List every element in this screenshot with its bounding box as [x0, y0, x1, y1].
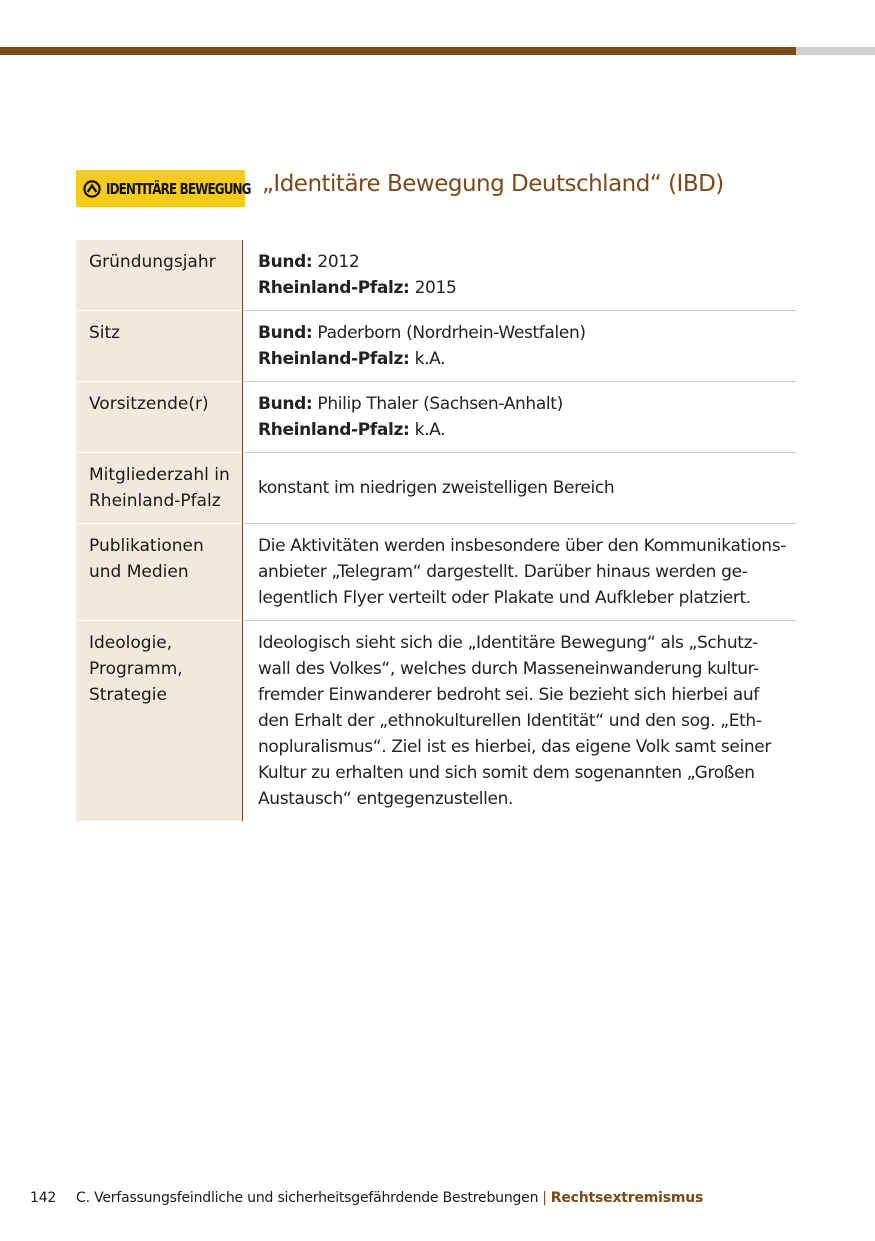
row-label: Ideologie, Programm, Strategie [76, 621, 242, 822]
value-line: Rheinland-Pfalz: 2015 [257, 278, 457, 298]
value-line: anbieter „Telegram“ dargestellt. Darüber hinaus werden ge- [257, 562, 748, 582]
value-line: fremder Einwanderer bedroht sei. Sie bezieht sich hierbei auf [257, 685, 759, 705]
value-line: wall des Volkes“, welches durch Masseneinwanderung kultur- [257, 659, 759, 679]
value-line: Bund: Philip Thaler (Sachsen-Anhalt) [257, 394, 563, 414]
value-line: konstant im niedrigen zweistelligen Bereich [257, 478, 615, 498]
header-rule-grey [796, 47, 875, 55]
value-line: Rheinland-Pfalz: k.A. [257, 349, 446, 369]
page-number: 142 [30, 1190, 57, 1206]
row-value [242, 382, 796, 453]
value-line: Rheinland-Pfalz: k.A. [257, 420, 446, 440]
row-value [242, 453, 796, 524]
value-line: Austausch“ entgegenzustellen. [257, 789, 514, 809]
row-value [242, 621, 796, 822]
value-line: Die Aktivitäten werden insbesondere über den Kommunikations- [257, 536, 786, 556]
table-row [76, 311, 796, 382]
row-value [242, 311, 796, 382]
row-value [242, 524, 796, 621]
identitaere-bewegung-logo [76, 170, 251, 207]
value-line: Kultur zu erhalten und sich somit dem sogenannten „Großen [257, 763, 755, 783]
value-line: den Erhalt der „ethnokulturellen Identität“ und den sog. „Eth- [257, 711, 762, 731]
row-value [242, 240, 796, 311]
value-line: Ideologisch sieht sich die „Identitäre Bewegung“ als „Schutz- [257, 633, 758, 653]
lambda-icon [83, 180, 101, 198]
row-label: Gründungsjahr [76, 240, 242, 311]
table-row [76, 240, 796, 311]
info-table [76, 240, 796, 821]
logo-text: IDENTITÄRE BEWEGUNG [106, 179, 251, 198]
table-row [76, 453, 796, 524]
row-label: Vorsitzende(r) [76, 382, 242, 453]
table-row [76, 382, 796, 453]
page-footer [30, 1190, 703, 1206]
value-line: Bund: Paderborn (Nordrhein-Westfalen) [257, 323, 586, 343]
row-label: Sitz [76, 311, 242, 382]
value-line: Bund: 2012 [257, 252, 360, 272]
value-line: legentlich Flyer verteilt oder Plakate und Aufkleber platziert. [257, 588, 751, 608]
footer-separator: | [542, 1190, 547, 1206]
header-rule [0, 47, 796, 55]
row-label: Publikationen und Medien [76, 524, 242, 621]
table-row [76, 621, 796, 822]
row-label: Mitgliederzahl in Rheinland-Pfalz [76, 453, 242, 524]
value-line: nopluralismus“. Ziel ist es hierbei, das eigene Volk samt seiner [257, 737, 772, 757]
table-row [76, 524, 796, 621]
page-title: „Identitäre Bewegung Deutschland“ (IBD) [262, 171, 724, 197]
footer-section: Rechtsextremismus [550, 1190, 704, 1206]
footer-chapter: C. Verfassungsfeindliche und sicherheitsgefährdende Bestrebungen [76, 1190, 539, 1206]
